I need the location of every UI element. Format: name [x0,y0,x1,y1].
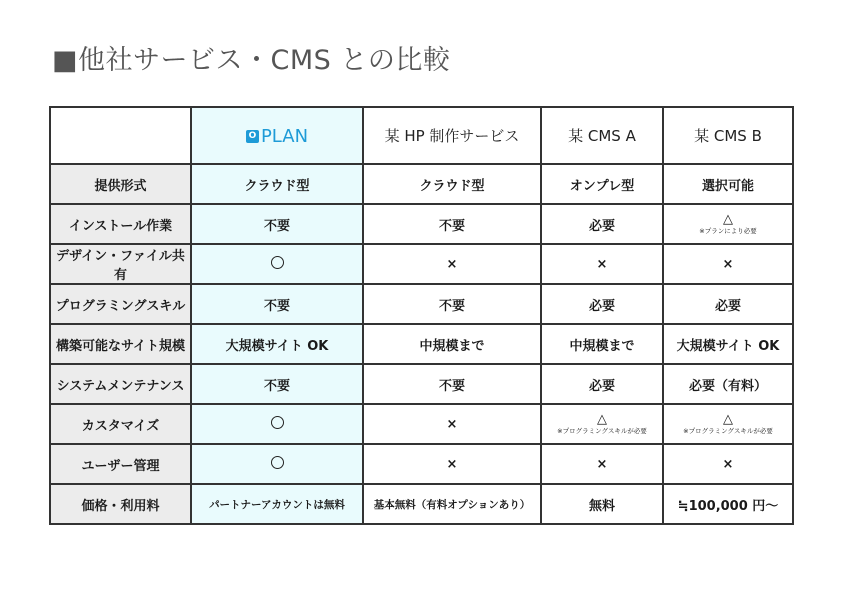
cross-mark-icon: × [722,256,734,272]
cell-note: ※プログラミングスキルが必要 [683,427,773,435]
cell-text: ≒100,000 円〜 [677,498,779,514]
cell-text: 不要 [263,378,290,394]
cell-text: 必要 [588,218,615,234]
circle-mark-icon [271,456,284,469]
triangle-mark-icon: △ [597,412,607,427]
table-row [50,324,793,364]
circle-mark-icon [271,416,284,429]
triangle-mark-icon: △ [723,212,733,227]
cross-mark-icon: × [446,416,458,432]
table-cell [363,404,541,444]
cell-text: 不要 [263,298,290,314]
table-row [50,484,793,524]
row-label: 価格・利用料 [50,484,191,524]
header-cms-a: 某 CMS A [541,107,663,164]
table-row [50,364,793,404]
header-plan [191,107,363,164]
cell-note: ※プランにより必要 [699,227,757,235]
table-row [50,244,793,284]
table-cell [191,324,363,364]
table-cell [663,204,793,244]
cell-text: 必要（有料） [688,378,767,394]
row-label: システムメンテナンス [50,364,191,404]
table-cell [363,284,541,324]
table-cell [663,324,793,364]
cell-text: 無料 [588,498,615,514]
cross-mark-icon: × [596,456,608,472]
row-label: ユーザー管理 [50,444,191,484]
table-cell [541,164,663,204]
cross-mark-icon: × [722,456,734,472]
table-cell [363,364,541,404]
table-header-row [50,107,793,164]
table-cell [663,364,793,404]
table-row [50,204,793,244]
cell-text: パートナーアカウントは無料 [209,498,345,511]
row-label: カスタマイズ [50,404,191,444]
table-cell [541,444,663,484]
plan-logo-icon: O [246,130,259,143]
table-cell [191,164,363,204]
table-cell [191,404,363,444]
triangle-mark-icon: △ [723,412,733,427]
row-label: デザイン・ファイル共有 [50,244,191,284]
cell-text: 選択可能 [701,178,754,194]
header-empty-cell [50,107,191,164]
cell-text: 大規模サイト OK [676,338,780,354]
table-cell [191,444,363,484]
table-cell [663,404,793,444]
cell-text: 中規模まで [569,338,635,354]
row-label: プログラミングスキル [50,284,191,324]
table-cell [541,484,663,524]
table-cell [663,164,793,204]
table-cell [663,484,793,524]
row-label: 提供形式 [50,164,191,204]
table-cell [191,364,363,404]
table-row [50,444,793,484]
cell-text: 不要 [438,218,465,234]
table-cell [541,284,663,324]
table-cell [541,324,663,364]
table-cell [663,444,793,484]
plan-brand-text: PLAN [260,126,309,147]
cell-text: 必要 [588,298,615,314]
table-cell [541,404,663,444]
table-cell [363,244,541,284]
table-cell [191,284,363,324]
cell-text: 不要 [263,218,290,234]
cell-text: 不要 [438,378,465,394]
table-row [50,404,793,444]
cross-mark-icon: × [446,256,458,272]
table-row [50,164,793,204]
cross-mark-icon: × [596,256,608,272]
header-cms-b: 某 CMS B [663,107,793,164]
cell-text: オンプレ型 [569,178,635,194]
table-cell [191,244,363,284]
cell-text: 中規模まで [419,338,485,354]
table-cell [363,444,541,484]
table-cell [541,204,663,244]
row-label: 構築可能なサイト規模 [50,324,191,364]
table-cell [363,324,541,364]
row-label: インストール作業 [50,204,191,244]
cell-text: 必要 [588,378,615,394]
comparison-table [49,106,794,525]
plan-brand [246,126,308,147]
circle-mark-icon [271,256,284,269]
cell-text: クラウド型 [244,178,310,194]
table-cell [191,484,363,524]
cell-text: 不要 [438,298,465,314]
cell-text: 基本無料（有料オプションあり） [373,498,531,511]
table-row [50,284,793,324]
cell-text: 必要 [714,298,741,314]
table-cell [191,204,363,244]
table-cell [363,484,541,524]
cell-text: 大規模サイト OK [225,338,329,354]
cell-note: ※プログラミングスキルが必要 [557,427,647,435]
header-hp-service: 某 HP 制作サービス [363,107,541,164]
table-cell [363,204,541,244]
cell-text: クラウド型 [419,178,485,194]
table-cell [663,284,793,324]
page-title: ■他社サービス・CMS との比較 [52,45,451,76]
table-cell [663,244,793,284]
table-cell [363,164,541,204]
cross-mark-icon: × [446,456,458,472]
table-cell [541,364,663,404]
table-cell [541,244,663,284]
